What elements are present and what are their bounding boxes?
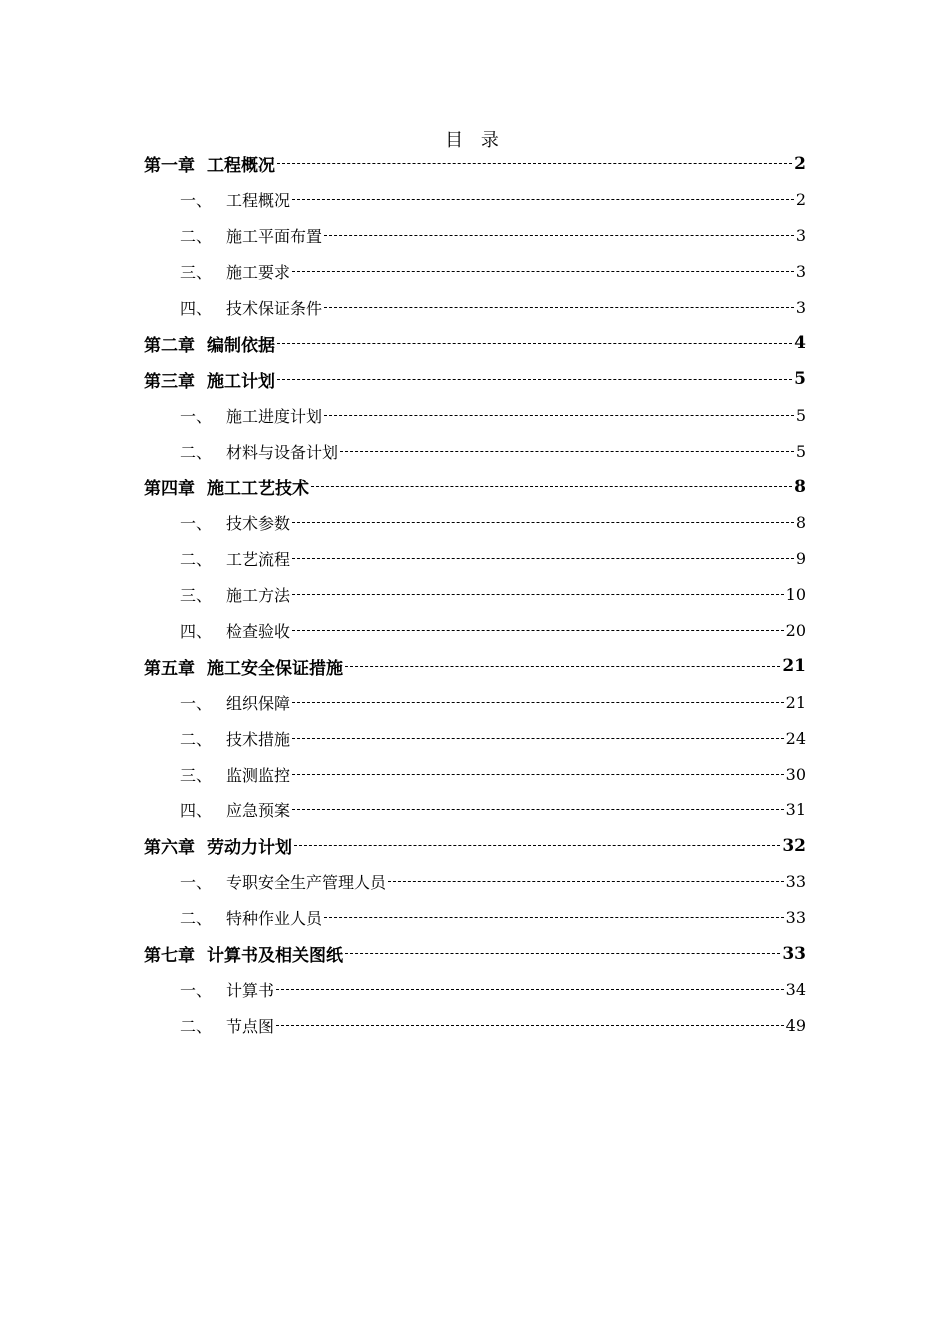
toc-dot-leader — [311, 486, 792, 487]
toc-section-entry[interactable] — [144, 254, 806, 290]
toc-entry-title: 施工安全保证措施 — [207, 658, 343, 679]
toc-section-entry[interactable] — [144, 577, 806, 613]
toc-entry-page-number: 8 — [795, 513, 806, 533]
toc-entry-number: 一、 — [180, 406, 213, 426]
toc-entry-page-number: 34 — [785, 979, 806, 999]
toc-entry-page-number: 3 — [795, 226, 806, 246]
toc-dot-leader — [324, 917, 784, 918]
toc-entry-number: 一、 — [180, 514, 213, 534]
toc-dot-leader — [324, 415, 794, 416]
toc-dot-leader — [292, 199, 794, 200]
toc-entry-title: 工程概况 — [207, 156, 275, 177]
toc-section-entry[interactable] — [144, 720, 806, 756]
toc-dot-leader — [292, 594, 784, 595]
toc-dot-leader — [292, 271, 794, 272]
toc-entry-number: 三、 — [180, 765, 213, 785]
toc-list — [144, 146, 806, 1043]
toc-entry-number: 一、 — [180, 693, 213, 713]
toc-entry-page-number: 20 — [785, 621, 806, 641]
toc-entry-number: 四、 — [180, 801, 213, 821]
toc-dot-leader — [388, 881, 784, 882]
toc-chapter-entry[interactable] — [144, 828, 806, 864]
toc-entry-title: 工艺流程 — [226, 550, 291, 570]
toc-entry-page-number: 5 — [795, 441, 806, 461]
toc-dot-leader — [294, 845, 780, 846]
toc-entry-page-number: 31 — [785, 800, 806, 820]
toc-entry-number: 第五章 — [144, 658, 195, 679]
toc-entry-title: 施工工艺技术 — [207, 479, 309, 500]
toc-entry-title: 专职安全生产管理人员 — [226, 873, 387, 893]
toc-entry-title: 节点图 — [226, 1016, 275, 1036]
toc-dot-leader — [277, 379, 792, 380]
toc-chapter-entry[interactable] — [144, 361, 806, 397]
toc-entry-number: 二、 — [180, 1016, 213, 1036]
toc-dot-leader — [292, 702, 784, 703]
toc-entry-title: 施工平面布置 — [226, 227, 323, 247]
toc-entry-number: 第六章 — [144, 838, 195, 859]
toc-dot-leader — [277, 343, 792, 344]
toc-entry-title: 特种作业人员 — [226, 909, 323, 929]
toc-entry-title: 应急预案 — [226, 801, 291, 821]
toc-entry-title: 技术参数 — [226, 514, 291, 534]
toc-entry-title: 技术保证条件 — [226, 299, 323, 318]
toc-entry-number: 一、 — [180, 191, 213, 211]
toc-dot-leader — [277, 163, 792, 164]
toc-dot-leader — [276, 989, 784, 990]
toc-section-entry[interactable] — [144, 505, 806, 541]
toc-entry-number: 二、 — [180, 550, 213, 570]
toc-entry-number: 二、 — [180, 909, 213, 929]
toc-chapter-entry[interactable] — [144, 648, 806, 684]
toc-section-entry[interactable] — [144, 756, 806, 792]
toc-entry-page-number: 5 — [795, 405, 806, 425]
toc-entry-page-number: 33 — [782, 943, 806, 964]
toc-entry-page-number: 8 — [794, 476, 806, 497]
toc-entry-number: 四、 — [180, 299, 213, 318]
toc-entry-page-number: 21 — [782, 656, 806, 677]
toc-entry-number: 二、 — [180, 227, 213, 247]
toc-section-entry[interactable] — [144, 182, 806, 218]
toc-entry-title: 监测监控 — [226, 765, 291, 785]
toc-entry-page-number: 33 — [785, 872, 806, 892]
toc-entry-number: 二、 — [180, 729, 213, 749]
toc-section-entry[interactable] — [144, 218, 806, 254]
toc-entry-page-number: 3 — [795, 262, 806, 282]
toc-entry-number: 四、 — [180, 622, 213, 642]
toc-section-entry[interactable] — [144, 290, 806, 326]
toc-entry-number: 第二章 — [144, 335, 195, 356]
toc-dot-leader — [324, 235, 794, 236]
toc-entry-page-number: 4 — [794, 333, 806, 354]
toc-entry-number: 第三章 — [144, 371, 195, 392]
toc-entry-page-number: 3 — [795, 298, 806, 317]
toc-entry-page-number: 30 — [785, 764, 806, 784]
toc-entry-title: 技术措施 — [226, 729, 291, 749]
toc-entry-title: 编制依据 — [207, 335, 275, 356]
toc-section-entry[interactable] — [144, 433, 806, 469]
toc-entry-title: 施工要求 — [226, 263, 291, 283]
toc-entry-number: 第四章 — [144, 479, 195, 500]
toc-entry-title: 施工方法 — [226, 586, 291, 606]
toc-section-entry[interactable] — [144, 1007, 806, 1043]
toc-entry-title: 组织保障 — [226, 693, 291, 713]
toc-entry-number: 三、 — [180, 586, 213, 606]
toc-dot-leader — [345, 953, 780, 954]
toc-chapter-entry[interactable] — [144, 325, 806, 361]
toc-entry-number: 一、 — [180, 873, 213, 893]
toc-dot-leader — [345, 666, 780, 667]
toc-entry-page-number: 10 — [785, 585, 806, 605]
toc-entry-page-number: 49 — [785, 1015, 806, 1035]
toc-entry-number: 第一章 — [144, 156, 195, 177]
toc-entry-page-number: 2 — [794, 153, 806, 174]
toc-dot-leader — [292, 522, 794, 523]
toc-entry-title: 工程概况 — [226, 191, 291, 211]
toc-section-entry[interactable] — [144, 684, 806, 720]
toc-entry-title: 检查验收 — [226, 622, 291, 642]
toc-entry-title: 施工计划 — [207, 371, 275, 392]
toc-entry-number: 三、 — [180, 263, 213, 283]
toc-title: 目 录 — [445, 130, 505, 151]
toc-section-entry[interactable] — [144, 541, 806, 577]
toc-chapter-entry[interactable] — [144, 146, 806, 182]
toc-entry-title: 材料与设备计划 — [226, 442, 339, 462]
toc-entry-number: 一、 — [180, 980, 213, 1000]
toc-entry-page-number: 5 — [794, 369, 806, 390]
toc-dot-leader — [292, 774, 784, 775]
toc-entry-page-number: 21 — [785, 692, 806, 712]
toc-section-entry[interactable] — [144, 792, 806, 828]
toc-dot-leader — [340, 451, 794, 452]
toc-dot-leader — [292, 558, 794, 559]
toc-chapter-entry[interactable] — [144, 936, 806, 972]
toc-dot-leader — [324, 307, 794, 308]
toc-entry-page-number: 33 — [785, 908, 806, 928]
toc-section-entry[interactable] — [144, 900, 806, 936]
toc-dot-leader — [292, 809, 784, 810]
toc-entry-title: 计算书及相关图纸 — [207, 946, 343, 967]
toc-entry-number: 第七章 — [144, 946, 195, 967]
toc-entry-page-number: 2 — [795, 190, 806, 210]
toc-entry-page-number: 24 — [785, 728, 806, 748]
toc-entry-page-number: 9 — [795, 549, 806, 569]
toc-entry-title: 施工进度计划 — [226, 406, 323, 426]
toc-section-entry[interactable] — [144, 397, 806, 433]
toc-dot-leader — [292, 630, 784, 631]
toc-chapter-entry[interactable] — [144, 469, 806, 505]
toc-dot-leader — [292, 738, 784, 739]
toc-section-entry[interactable] — [144, 971, 806, 1007]
toc-section-entry[interactable] — [144, 864, 806, 900]
toc-entry-title: 计算书 — [226, 980, 275, 1000]
toc-dot-leader — [276, 1025, 784, 1026]
toc-entry-number: 二、 — [180, 442, 213, 462]
toc-entry-title: 劳动力计划 — [207, 838, 292, 859]
toc-entry-page-number: 32 — [782, 835, 806, 856]
toc-section-entry[interactable] — [144, 613, 806, 649]
